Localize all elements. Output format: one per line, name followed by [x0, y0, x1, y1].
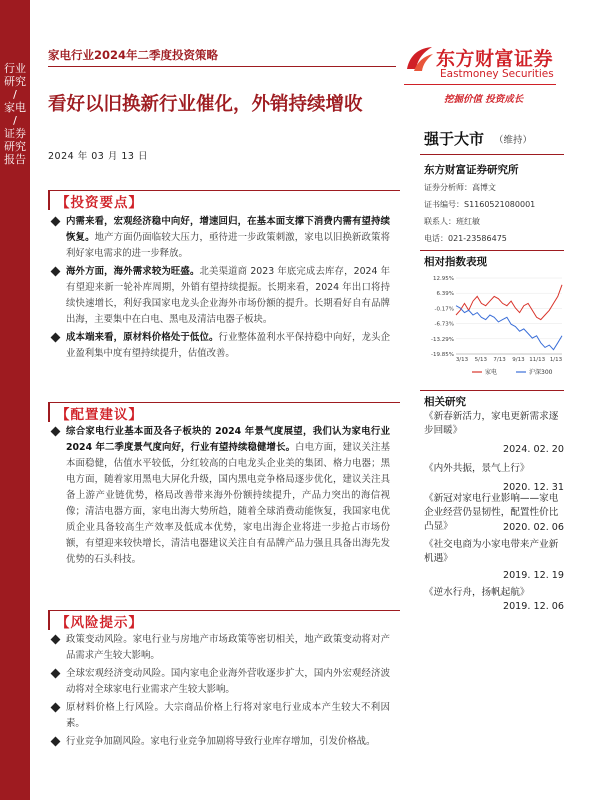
y-tick-label: -13.29% — [431, 336, 454, 343]
x-tick-label: 5/13 — [474, 357, 487, 363]
diamond-bullet-icon — [51, 333, 61, 343]
side-category-line: 家电 — [4, 101, 26, 114]
list-item — [52, 264, 390, 328]
list-item — [52, 666, 390, 698]
allocation-list — [52, 424, 390, 570]
report-title: 看好以旧换新行业催化，外销持续增收 — [48, 94, 363, 115]
brand-slogan: 挖掘价值 投资成长 — [444, 94, 524, 105]
related-report-title[interactable]: 《内外共振，景气上行》 — [424, 463, 530, 474]
x-tick-label: 3/13 — [455, 357, 469, 363]
analyst-cert: 证书编号：S1160521080001 — [424, 200, 536, 209]
series-line — [456, 306, 562, 350]
list-item — [52, 734, 390, 750]
list-item — [52, 214, 390, 262]
list-item — [52, 700, 390, 732]
rating-note: （维持） — [494, 135, 533, 146]
related-report-title[interactable]: 《社交电商为小家电带来产业新机遇》 — [424, 539, 559, 564]
sidebar-rule — [420, 154, 564, 155]
related-report-date: 2020. 12. 31 — [502, 482, 564, 493]
sidebar-rule — [420, 390, 564, 391]
contact-name: 联系人：班红敏 — [424, 217, 480, 226]
legend-label: 家电 — [485, 369, 498, 376]
bullet-text: 行业整体盈利水平保持稳中向好，龙头企业盈利集中度有望持续提升，估值改善。 — [66, 332, 390, 359]
diamond-bullet-icon — [51, 267, 61, 277]
section-highlights-heading — [48, 190, 396, 210]
y-tick-label: -0.17% — [434, 306, 454, 313]
related-report-date: 2019. 12. 19 — [502, 570, 564, 581]
brand-name: 东方财富证券 — [436, 48, 554, 70]
x-tick-label: 1/13 — [549, 357, 563, 363]
header-rule — [48, 66, 396, 67]
brand-rule — [404, 84, 556, 85]
rating: 强于大市 — [424, 130, 485, 148]
list-item — [52, 330, 390, 362]
diamond-bullet-icon — [51, 737, 61, 747]
analyst-name: 证券分析师：高博文 — [424, 183, 496, 192]
x-tick-label: 9/13 — [512, 357, 525, 363]
chart-heading: 相对指数表现 — [424, 256, 487, 268]
report-date: 2024 年 03 月 13 日 — [48, 151, 148, 162]
bullet-text: 白电方面，建议关注基本面稳健，估值水平较低，分红较高的白电龙头企业美的集团、格力电器；黑电方面，随着家用黑电大屏化升级，国内黑电竞争格局逐步优化，建议关注具备上游产业链优势，格局改善带来海外份额持续提升，产品力突出的海信视像；清洁电器方面，家电出海大势所趋，随着全球消费动能恢复，我国家电优质企业具备较高生产效率及低成本优势，家电出海企业将进一步抢占市场份额，有望迎来较快增长，清洁电器建议关注自有品牌产品力强且具备出海先发优势的石头科技。 — [66, 442, 390, 565]
bullet-text: 北美渠道商 2023 年底完成去库存，2024 年有望迎来新一轮补库周期，外销有望持续提振。长期来看，2024 年出口将持续快速增长，利好我国家电龙头企业海外市场份额的提升。长期看好自有品牌出海，主要集中在白电、黑电及清洁电器子板块。 — [66, 266, 390, 325]
institute-name: 东方财富证券研究所 — [424, 164, 519, 176]
side-category-line: / — [13, 88, 17, 101]
y-tick-label: 6.39% — [436, 291, 454, 298]
related-report-title[interactable]: 《新冠对家电行业影响——家电企业经营仍显韧性，配置性价比凸显》 — [424, 493, 559, 532]
section-risks-heading — [48, 610, 396, 630]
side-category-line: 证券研究报告 — [4, 127, 26, 166]
highlights-list — [52, 214, 390, 364]
contact-phone: 电话：021-23586475 — [424, 234, 507, 243]
bullet-text: 原材料价格上行风险。大宗商品价格上行将对家电行业成本产生较大不利因素。 — [66, 702, 390, 729]
related-report-date: 2020. 02. 06 — [502, 522, 564, 533]
diamond-bullet-icon — [51, 635, 61, 645]
related-report-date: 2019. 12. 06 — [502, 601, 564, 612]
related-report-date: 2024. 02. 20 — [502, 444, 564, 455]
section-label: 【投资要点】 — [56, 195, 143, 211]
side-category-line: / — [13, 114, 17, 127]
diamond-bullet-icon — [51, 427, 61, 437]
y-tick-label: -19.85% — [431, 352, 454, 358]
y-tick-label: -6.73% — [434, 321, 454, 328]
side-category-label — [0, 62, 30, 166]
side-category-line: 行业研究 — [4, 62, 26, 88]
x-tick-label: 11/13 — [529, 357, 546, 363]
bullet-lead: 内需来看，宏观经济稳中向好，增速回归，在基本面支撑下消费内需有望持续恢复。 — [66, 216, 390, 243]
relative-index-chart — [420, 270, 566, 382]
brand-name-en: Eastmoney Securities — [440, 68, 554, 80]
section-label: 【配置建议】 — [56, 407, 143, 423]
related-report-title[interactable]: 《新春新活力，家电更新需求逐步回暖》 — [424, 411, 559, 436]
bullet-text: 地产方面仍面临较大压力，亟待进一步政策刺激，家电以旧换新政策将利好家电需求的进一步释放。 — [66, 232, 390, 259]
bullet-text: 全球宏观经济变动风险。国内家电企业海外营收逐步扩大，国内外宏观经济波动将对全球家电行业需求产生较大影响。 — [66, 668, 390, 695]
risks-list — [52, 632, 390, 752]
bullet-text: 政策变动风险。家电行业与房地产市场政策等密切相关，地产政策变动将对产品需求产生较大影响。 — [66, 634, 390, 661]
y-tick-label: 12.95% — [433, 276, 454, 282]
related-heading: 相关研究 — [424, 396, 466, 408]
bullet-lead: 综合家电行业基本面及各子板块的 2024 年景气度展望，我们认为家电行业 2024 年二季度景气度向好，行业有望持续稳健增长。 — [66, 426, 390, 453]
list-item — [52, 632, 390, 664]
sidebar-rule — [420, 250, 564, 251]
diamond-bullet-icon — [51, 669, 61, 679]
brand-logo-icon — [404, 44, 434, 74]
related-report-title[interactable]: 《逆水行舟，扬帆起航》 — [424, 587, 530, 598]
diamond-bullet-icon — [51, 217, 61, 227]
bullet-lead: 成本端来看，原材料价格处于低位。 — [66, 332, 219, 343]
bullet-text: 行业竞争加剧风险。家电行业竞争加剧将导致行业库存增加，引发价格战。 — [66, 736, 376, 747]
diamond-bullet-icon — [51, 703, 61, 713]
legend-label: 沪深300 — [529, 369, 553, 376]
x-tick-label: 7/13 — [493, 357, 506, 363]
section-allocation-heading — [48, 402, 396, 422]
section-label: 【风险提示】 — [56, 615, 143, 631]
report-series: 家电行业2024年二季度投资策略 — [48, 48, 219, 62]
list-item — [52, 424, 390, 568]
bullet-lead: 海外方面，海外需求较为旺盛。 — [66, 266, 200, 277]
